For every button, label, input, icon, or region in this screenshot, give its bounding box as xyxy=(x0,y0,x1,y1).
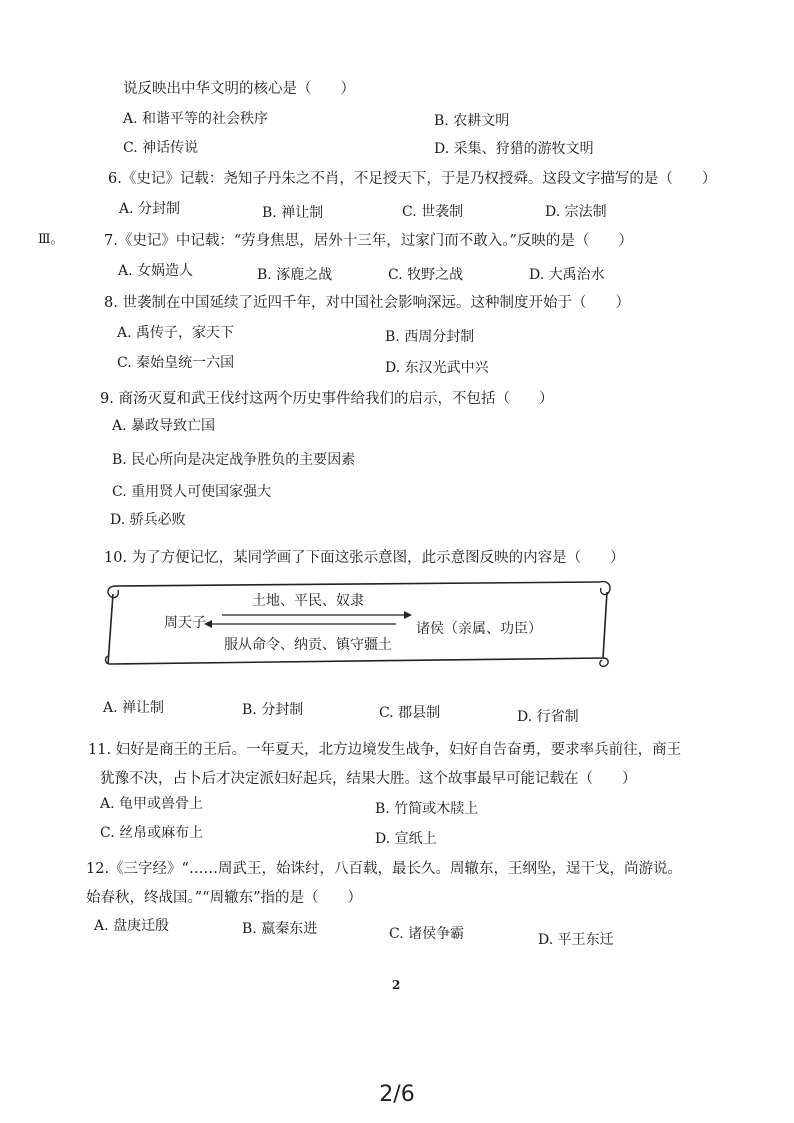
q5-stem: 说反映出中华文明的核心是（ ） xyxy=(123,81,355,97)
q6-stem: 6.《史记》记载：尧知子丹朱之不肖，不足授天下，于是乃权授舜。这段文字描写的是（ ） xyxy=(108,171,717,187)
diagram-bottom-label: 服从命令、纳贡、镇守疆土 xyxy=(224,637,392,653)
q12-stem-line2: 始春秋，终战国。”“周辙东”指的是（ ） xyxy=(86,890,362,906)
q12-option-b: B. 嬴秦东进 xyxy=(242,921,318,937)
q8-option-a: A. 禹传子，家天下 xyxy=(117,325,235,341)
q7-stem: 7.《史记》中记载：“劳身焦思，居外十三年，过家门而不敢入。”反映的是（ ） xyxy=(104,233,633,249)
q9-option-a: A. 暴政导致亡国 xyxy=(112,418,216,434)
q8-option-b: B. 西周分封制 xyxy=(385,329,475,345)
diagram-left-label: 周天子 xyxy=(164,615,206,631)
q8-stem: 8. 世袭制在中国延续了近四千年，对中国社会影响深远。这种制度开始于（ ） xyxy=(104,295,630,311)
q5-option-d: D. 采集、狩猎的游牧文明 xyxy=(434,141,594,157)
q5-option-c: C. 神话传说 xyxy=(123,140,199,156)
q12-option-c: C. 诸侯争霸 xyxy=(389,926,465,942)
q9-option-c: C. 重用贤人可使国家强大 xyxy=(112,484,272,500)
q7-option-c: C. 牧野之战 xyxy=(388,267,464,283)
q11-option-d: D. 宣纸上 xyxy=(375,831,437,847)
q9-option-b: B. 民心所向是决定战争胜负的主要因素 xyxy=(112,452,356,468)
q11-stem-line2: 犹豫不决，占卜后才决定派妇好起兵，结果大胜。这个故事最早可能记载在（ ） xyxy=(100,771,637,787)
q12-option-a: A. 盘庚迁殷 xyxy=(94,918,170,934)
q12-stem-line1: 12.《三字经》“……周武王，始诛纣，八百载，最长久。周辙东，王纲坠，逞干戈，尚游说。 xyxy=(86,861,682,877)
q11-option-c: C. 丝帛或麻布上 xyxy=(100,825,204,841)
diagram-right-label: 诸侯（亲属、功臣） xyxy=(416,621,542,637)
q10-option-c: C. 郡县制 xyxy=(379,705,441,721)
q11-option-a: A. 龟甲或兽骨上 xyxy=(100,796,204,812)
q10-stem: 10. 为了方便记忆，某同学画了下面这张示意图，此示意图反映的内容是（ ） xyxy=(104,550,625,566)
q8-option-d: D. 东汉光武中兴 xyxy=(385,360,489,376)
q6-option-a: A. 分封制 xyxy=(119,201,181,217)
q7-option-a: A. 女娲造人 xyxy=(118,263,194,279)
q10-option-b: B. 分封制 xyxy=(242,702,304,718)
q11-stem-line1: 11. 妇好是商王的王后。一年夏天，北方边境发生战争，妇好自告奋勇，要求率兵前往，商王 xyxy=(88,742,682,758)
q9-option-d: D. 骄兵必败 xyxy=(110,512,186,528)
q6-option-b: B. 禅让制 xyxy=(262,205,324,221)
q5-option-b: B. 农耕文明 xyxy=(434,113,510,129)
q12-option-d: D. 平王东迁 xyxy=(538,932,614,948)
page-indicator: 2/6 xyxy=(379,1082,415,1107)
diagram-top-label: 土地、平民、奴隶 xyxy=(252,593,364,609)
q5-option-a: A. 和谐平等的社会秩序 xyxy=(123,111,269,127)
q6-option-c: C. 世袭制 xyxy=(402,204,464,220)
page-number: 2 xyxy=(392,978,401,992)
feudal-diagram xyxy=(104,578,612,670)
q11-option-b: B. 竹简或木牍上 xyxy=(375,801,479,817)
q6-option-d: D. 宗法制 xyxy=(545,204,607,220)
q8-option-c: C. 秦始皇统一六国 xyxy=(117,355,235,371)
q10-option-d: D. 行省制 xyxy=(517,709,579,725)
q10-option-a: A. 禅让制 xyxy=(103,700,165,716)
margin-mark: Ⅲ。 xyxy=(38,232,64,247)
q9-stem: 9. 商汤灭夏和武王伐纣这两个历史事件给我们的启示，不包括（ ） xyxy=(100,391,554,407)
q7-option-b: B. 涿鹿之战 xyxy=(257,267,333,283)
q7-option-d: D. 大禹治水 xyxy=(529,267,605,283)
